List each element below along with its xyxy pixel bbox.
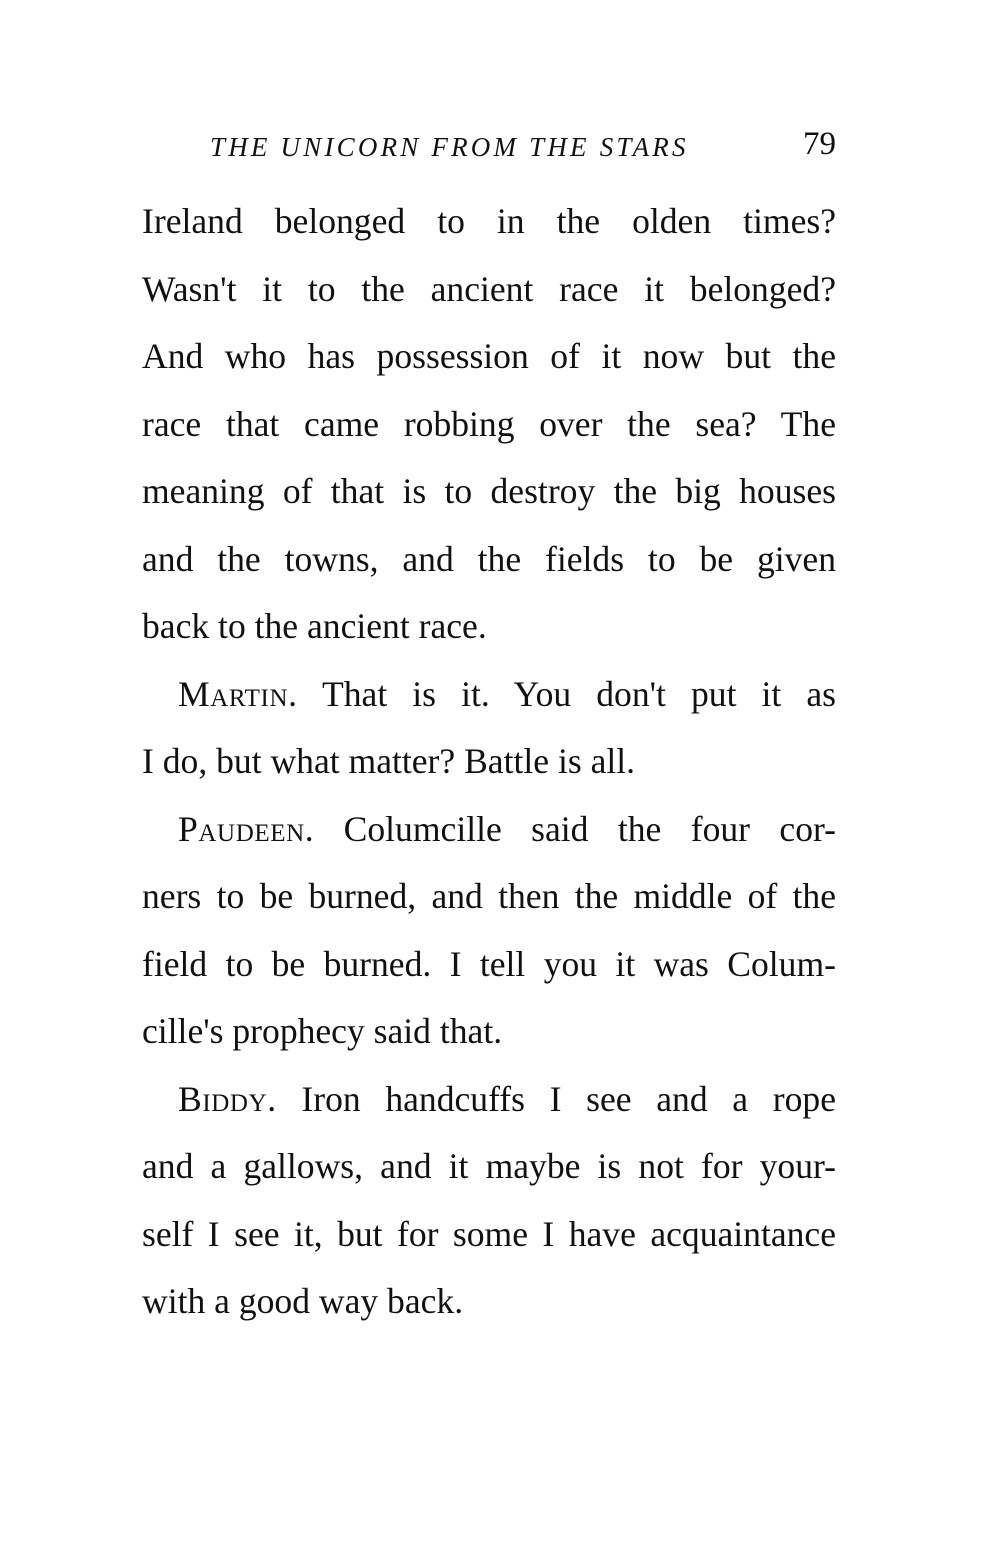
speech-first-line-biddy	[178, 1073, 836, 1125]
speech-first-line-paudeen	[178, 803, 836, 855]
text-line: and a gallows, and it maybe is not for your-	[142, 1146, 836, 1186]
text-line: I do, but what matter? Battle is all.	[142, 741, 636, 781]
text-line: and the towns, and the fields to be given	[142, 539, 836, 579]
page-number: 79	[803, 126, 836, 162]
speaker-name-martin: Martin.	[178, 674, 298, 714]
text-line: Wasn't it to the ancient race it belonged?	[142, 269, 836, 309]
text-line: Ireland belonged to in the olden times?	[142, 201, 836, 241]
text-line: with a good way back.	[142, 1281, 464, 1321]
speaker-name-paudeen: Paudeen.	[178, 809, 315, 849]
text-line: back to the ancient race.	[142, 606, 487, 646]
speech-text: Iron handcuffs I see and a rope	[301, 1079, 836, 1119]
speech-text: That is it. You don't put it as	[322, 674, 836, 714]
speaker-name-biddy: Biddy.	[178, 1079, 277, 1119]
text-line: race that came robbing over the sea? The	[142, 404, 836, 444]
speech-first-line-martin	[178, 668, 836, 720]
running-head	[210, 126, 836, 166]
text-line: field to be burned. I tell you it was Colum-	[142, 944, 836, 984]
text-line: ners to be burned, and then the middle of the	[142, 876, 836, 916]
text-line: cille's prophecy said that.	[142, 1011, 503, 1051]
text-line: And who has possession of it now but the	[142, 336, 836, 376]
running-title: THE UNICORN FROM THE STARS	[210, 132, 689, 162]
speech-text: Columcille said the four cor-	[343, 809, 836, 849]
text-line: meaning of that is to destroy the big houses	[142, 471, 836, 511]
text-line: self I see it, but for some I have acquaintance	[142, 1214, 836, 1254]
